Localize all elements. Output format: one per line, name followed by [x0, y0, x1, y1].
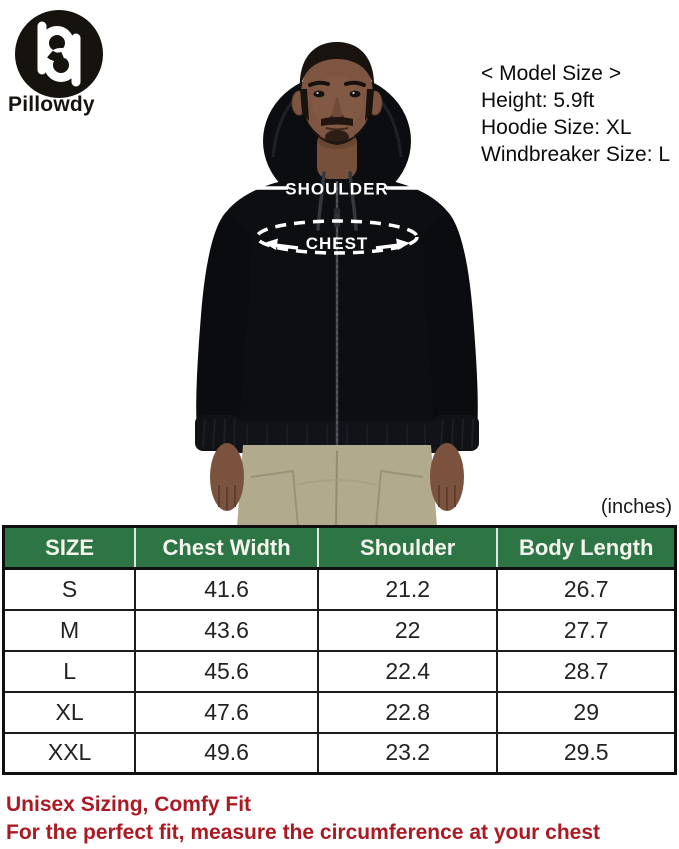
shoulder-cell: 22.8 — [318, 692, 497, 733]
size-table — [2, 525, 677, 775]
size-cell: L — [4, 651, 136, 692]
body-length-cell: 27.7 — [497, 610, 675, 651]
chest-width-cell: 49.6 — [135, 733, 318, 774]
model-windbreaker-size: Windbreaker Size: L — [481, 143, 671, 166]
shoulder-label: SHOULDER — [285, 179, 389, 199]
body-length-cell: 29.5 — [497, 733, 675, 774]
size-cell: M — [4, 610, 136, 651]
col-header-body-length: Body Length — [497, 527, 675, 569]
brand-name: Pillowdy — [8, 93, 95, 116]
size-cell: XXL — [4, 733, 136, 774]
model-height: Height: 5.9ft — [481, 89, 595, 112]
table-header-row — [4, 527, 676, 569]
right-eye — [350, 91, 361, 98]
table-row — [4, 692, 676, 733]
footer-sizing-note: Unisex Sizing, Comfy Fit — [6, 793, 252, 816]
body-length-cell: 26.7 — [497, 569, 675, 610]
table-row — [4, 610, 676, 651]
size-cell: S — [4, 569, 136, 610]
col-header-shoulder: Shoulder — [318, 527, 497, 569]
col-header-size: SIZE — [4, 527, 136, 569]
body-length-cell: 28.7 — [497, 651, 675, 692]
table-row — [4, 569, 676, 610]
model-photo — [147, 15, 527, 527]
model-size-title: < Model Size > — [481, 62, 622, 85]
chest-label: CHEST — [305, 234, 369, 253]
pd-monogram-icon — [6, 4, 116, 104]
chest-width-cell: 45.6 — [135, 651, 318, 692]
left-eye — [314, 91, 325, 98]
chest-width-cell: 41.6 — [135, 569, 318, 610]
chest-width-cell: 43.6 — [135, 610, 318, 651]
chest-width-cell: 47.6 — [135, 692, 318, 733]
table-row — [4, 733, 676, 774]
body-length-cell: 29 — [497, 692, 675, 733]
shoulder-cell: 21.2 — [318, 569, 497, 610]
col-header-chest-width: Chest Width — [135, 527, 318, 569]
size-cell: XL — [4, 692, 136, 733]
shoulder-cell: 23.2 — [318, 733, 497, 774]
footer-fit-instruction: For the perfect fit, measure the circumference at your chest — [6, 821, 601, 844]
model-hoodie-size: Hoodie Size: XL — [481, 116, 632, 139]
units-label: (inches) — [600, 496, 672, 518]
shoulder-cell: 22.4 — [318, 651, 497, 692]
shoulder-cell: 22 — [318, 610, 497, 651]
table-row — [4, 651, 676, 692]
